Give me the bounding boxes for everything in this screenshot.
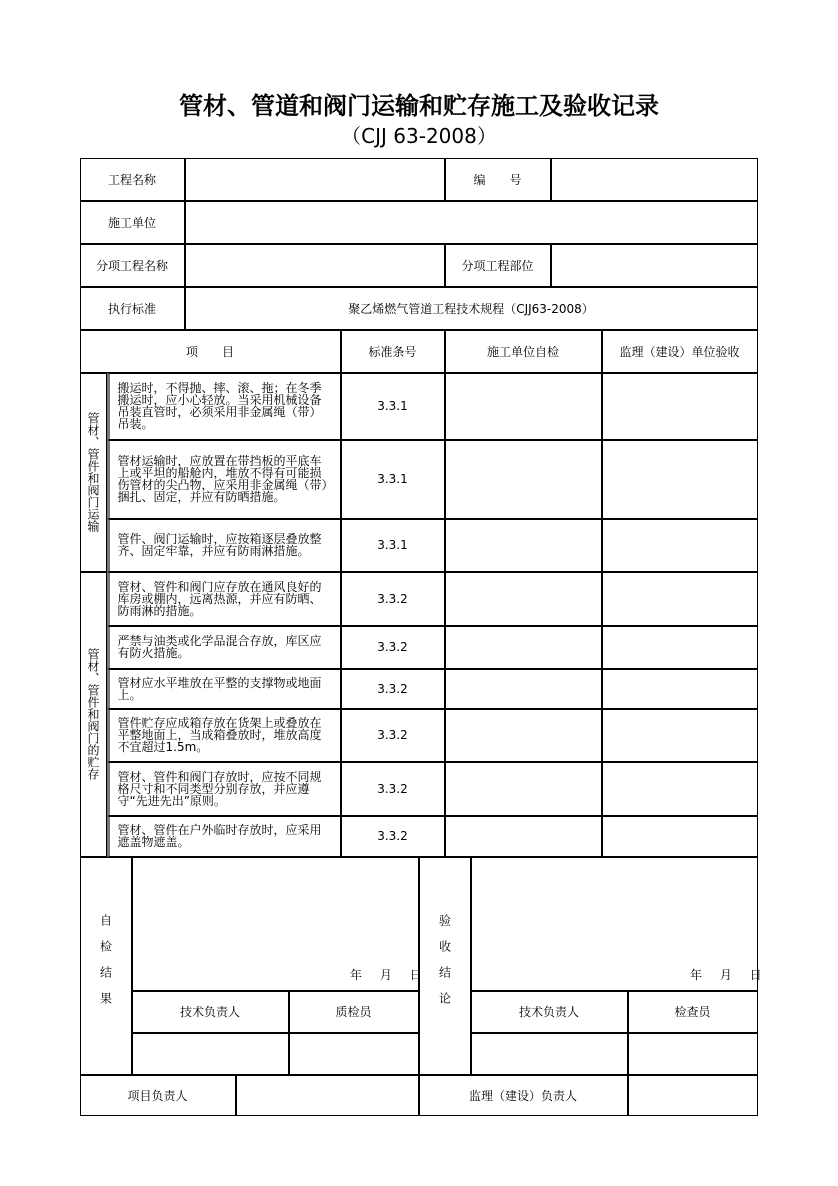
project-manager-label: 项目负责人 xyxy=(80,1075,236,1116)
supervision-cell[interactable] xyxy=(602,709,758,762)
quality-inspector-label: 质检员 xyxy=(289,991,419,1033)
self-result-label: 自检结果 xyxy=(98,913,113,1018)
self-check-cell[interactable] xyxy=(445,440,602,519)
project-name-field[interactable] xyxy=(185,158,445,201)
item-text: 管材运输时，应放置在带挡板的平底车上或平坦的船舱内，堆放不得有可能损伤管材的尖凸物，应采用非金属绳（带）捆扎、固定，并应有防晒措施。 xyxy=(107,440,341,519)
self-result-cell xyxy=(80,857,132,1075)
acceptance-label: 验收结论 xyxy=(437,913,452,1018)
project-name-label: 工程名称 xyxy=(80,158,185,201)
item-clause: 3.3.2 xyxy=(341,669,445,709)
standard-value: 聚乙烯燃气管道工程技术规程（CJJ63-2008） xyxy=(185,287,758,330)
self-check-cell[interactable] xyxy=(445,709,602,762)
col-item: 项 目 xyxy=(80,330,341,373)
item-text: 严禁与油类或化学品混合存放，库区应有防火措施。 xyxy=(107,626,341,669)
item-text: 管材、管件在户外临时存放时，应采用遮盖物遮盖。 xyxy=(107,816,341,857)
self-result-date: 年 月 日 xyxy=(350,968,422,982)
acc-tech-lead-sign[interactable] xyxy=(471,1033,628,1075)
supervision-cell[interactable] xyxy=(602,373,758,440)
item-text: 管材应水平堆放在平整的支撑物或地面上。 xyxy=(107,669,341,709)
standard-label: 执行标准 xyxy=(80,287,185,330)
contractor-field[interactable] xyxy=(185,201,758,244)
self-check-cell[interactable] xyxy=(445,762,602,816)
item-text: 管材、管件和阀门应存放在通风良好的库房或棚内，远离热源，并应有防晒、防雨淋的措施。 xyxy=(107,572,341,626)
sub-project-part-field[interactable] xyxy=(551,244,758,287)
item-text: 搬运时，不得抛、摔、滚、拖；在冬季搬运时，应小心轻放。当采用机械设备吊装直管时，必须采用非金属绳（带）吊装。 xyxy=(107,373,341,440)
supervision-cell[interactable] xyxy=(602,519,758,572)
self-check-cell[interactable] xyxy=(445,373,602,440)
inspector-label: 检查员 xyxy=(628,991,758,1033)
item-text: 管件贮存应成箱存放在货架上或叠放在平整地面上，当成箱叠放时，堆放高度不宜超过1.5m。 xyxy=(107,709,341,762)
item-clause: 3.3.2 xyxy=(341,572,445,626)
category-label: 管材、管件和阀门运输 xyxy=(80,373,107,572)
contractor-label: 施工单位 xyxy=(80,201,185,244)
item-clause: 3.3.2 xyxy=(341,762,445,816)
acceptance-date: 年 月 日 xyxy=(690,968,762,982)
col-supervision: 监理（建设）单位验收 xyxy=(602,330,758,373)
number-field[interactable] xyxy=(551,158,758,201)
supervisor-manager-label: 监理（建设）负责人 xyxy=(419,1075,628,1116)
item-clause: 3.3.1 xyxy=(341,519,445,572)
item-clause: 3.3.2 xyxy=(341,626,445,669)
sub-project-name-label: 分项工程名称 xyxy=(80,244,185,287)
number-label: 编 号 xyxy=(445,158,551,201)
self-tech-lead-sign[interactable] xyxy=(132,1033,289,1075)
item-clause: 3.3.1 xyxy=(341,440,445,519)
self-check-cell[interactable] xyxy=(445,519,602,572)
inspector-sign[interactable] xyxy=(628,1033,758,1075)
supervision-cell[interactable] xyxy=(602,669,758,709)
supervision-cell[interactable] xyxy=(602,440,758,519)
category-label: 管材、管件和阀门的贮存 xyxy=(80,572,107,857)
self-check-cell[interactable] xyxy=(445,669,602,709)
form-subtitle: （CJJ 63-2008） xyxy=(341,124,497,148)
col-self-check: 施工单位自检 xyxy=(445,330,602,373)
item-clause: 3.3.2 xyxy=(341,816,445,857)
quality-inspector-sign[interactable] xyxy=(289,1033,419,1075)
sub-project-name-field[interactable] xyxy=(185,244,445,287)
item-clause: 3.3.1 xyxy=(341,373,445,440)
item-clause: 3.3.2 xyxy=(341,709,445,762)
self-tech-lead-label: 技术负责人 xyxy=(132,991,289,1033)
col-clause: 标准条号 xyxy=(341,330,445,373)
item-text: 管材、管件和阀门存放时，应按不同规格尺寸和不同类型分别存放，并应遵守“先进先出”原则。 xyxy=(107,762,341,816)
self-check-cell[interactable] xyxy=(445,626,602,669)
form-title: 管材、管道和阀门运输和贮存施工及验收记录 xyxy=(179,92,659,120)
sub-project-part-label: 分项工程部位 xyxy=(445,244,551,287)
supervisor-manager-sign[interactable] xyxy=(628,1075,758,1116)
supervision-cell[interactable] xyxy=(602,762,758,816)
supervision-cell[interactable] xyxy=(602,626,758,669)
acceptance-cell xyxy=(419,857,471,1075)
item-text: 管件、阀门运输时，应按箱逐层叠放整齐、固定牢靠，并应有防雨淋措施。 xyxy=(107,519,341,572)
self-check-cell[interactable] xyxy=(445,816,602,857)
project-manager-sign[interactable] xyxy=(236,1075,419,1116)
acc-tech-lead-label: 技术负责人 xyxy=(471,991,628,1033)
supervision-cell[interactable] xyxy=(602,816,758,857)
supervision-cell[interactable] xyxy=(602,572,758,626)
self-check-cell[interactable] xyxy=(445,572,602,626)
